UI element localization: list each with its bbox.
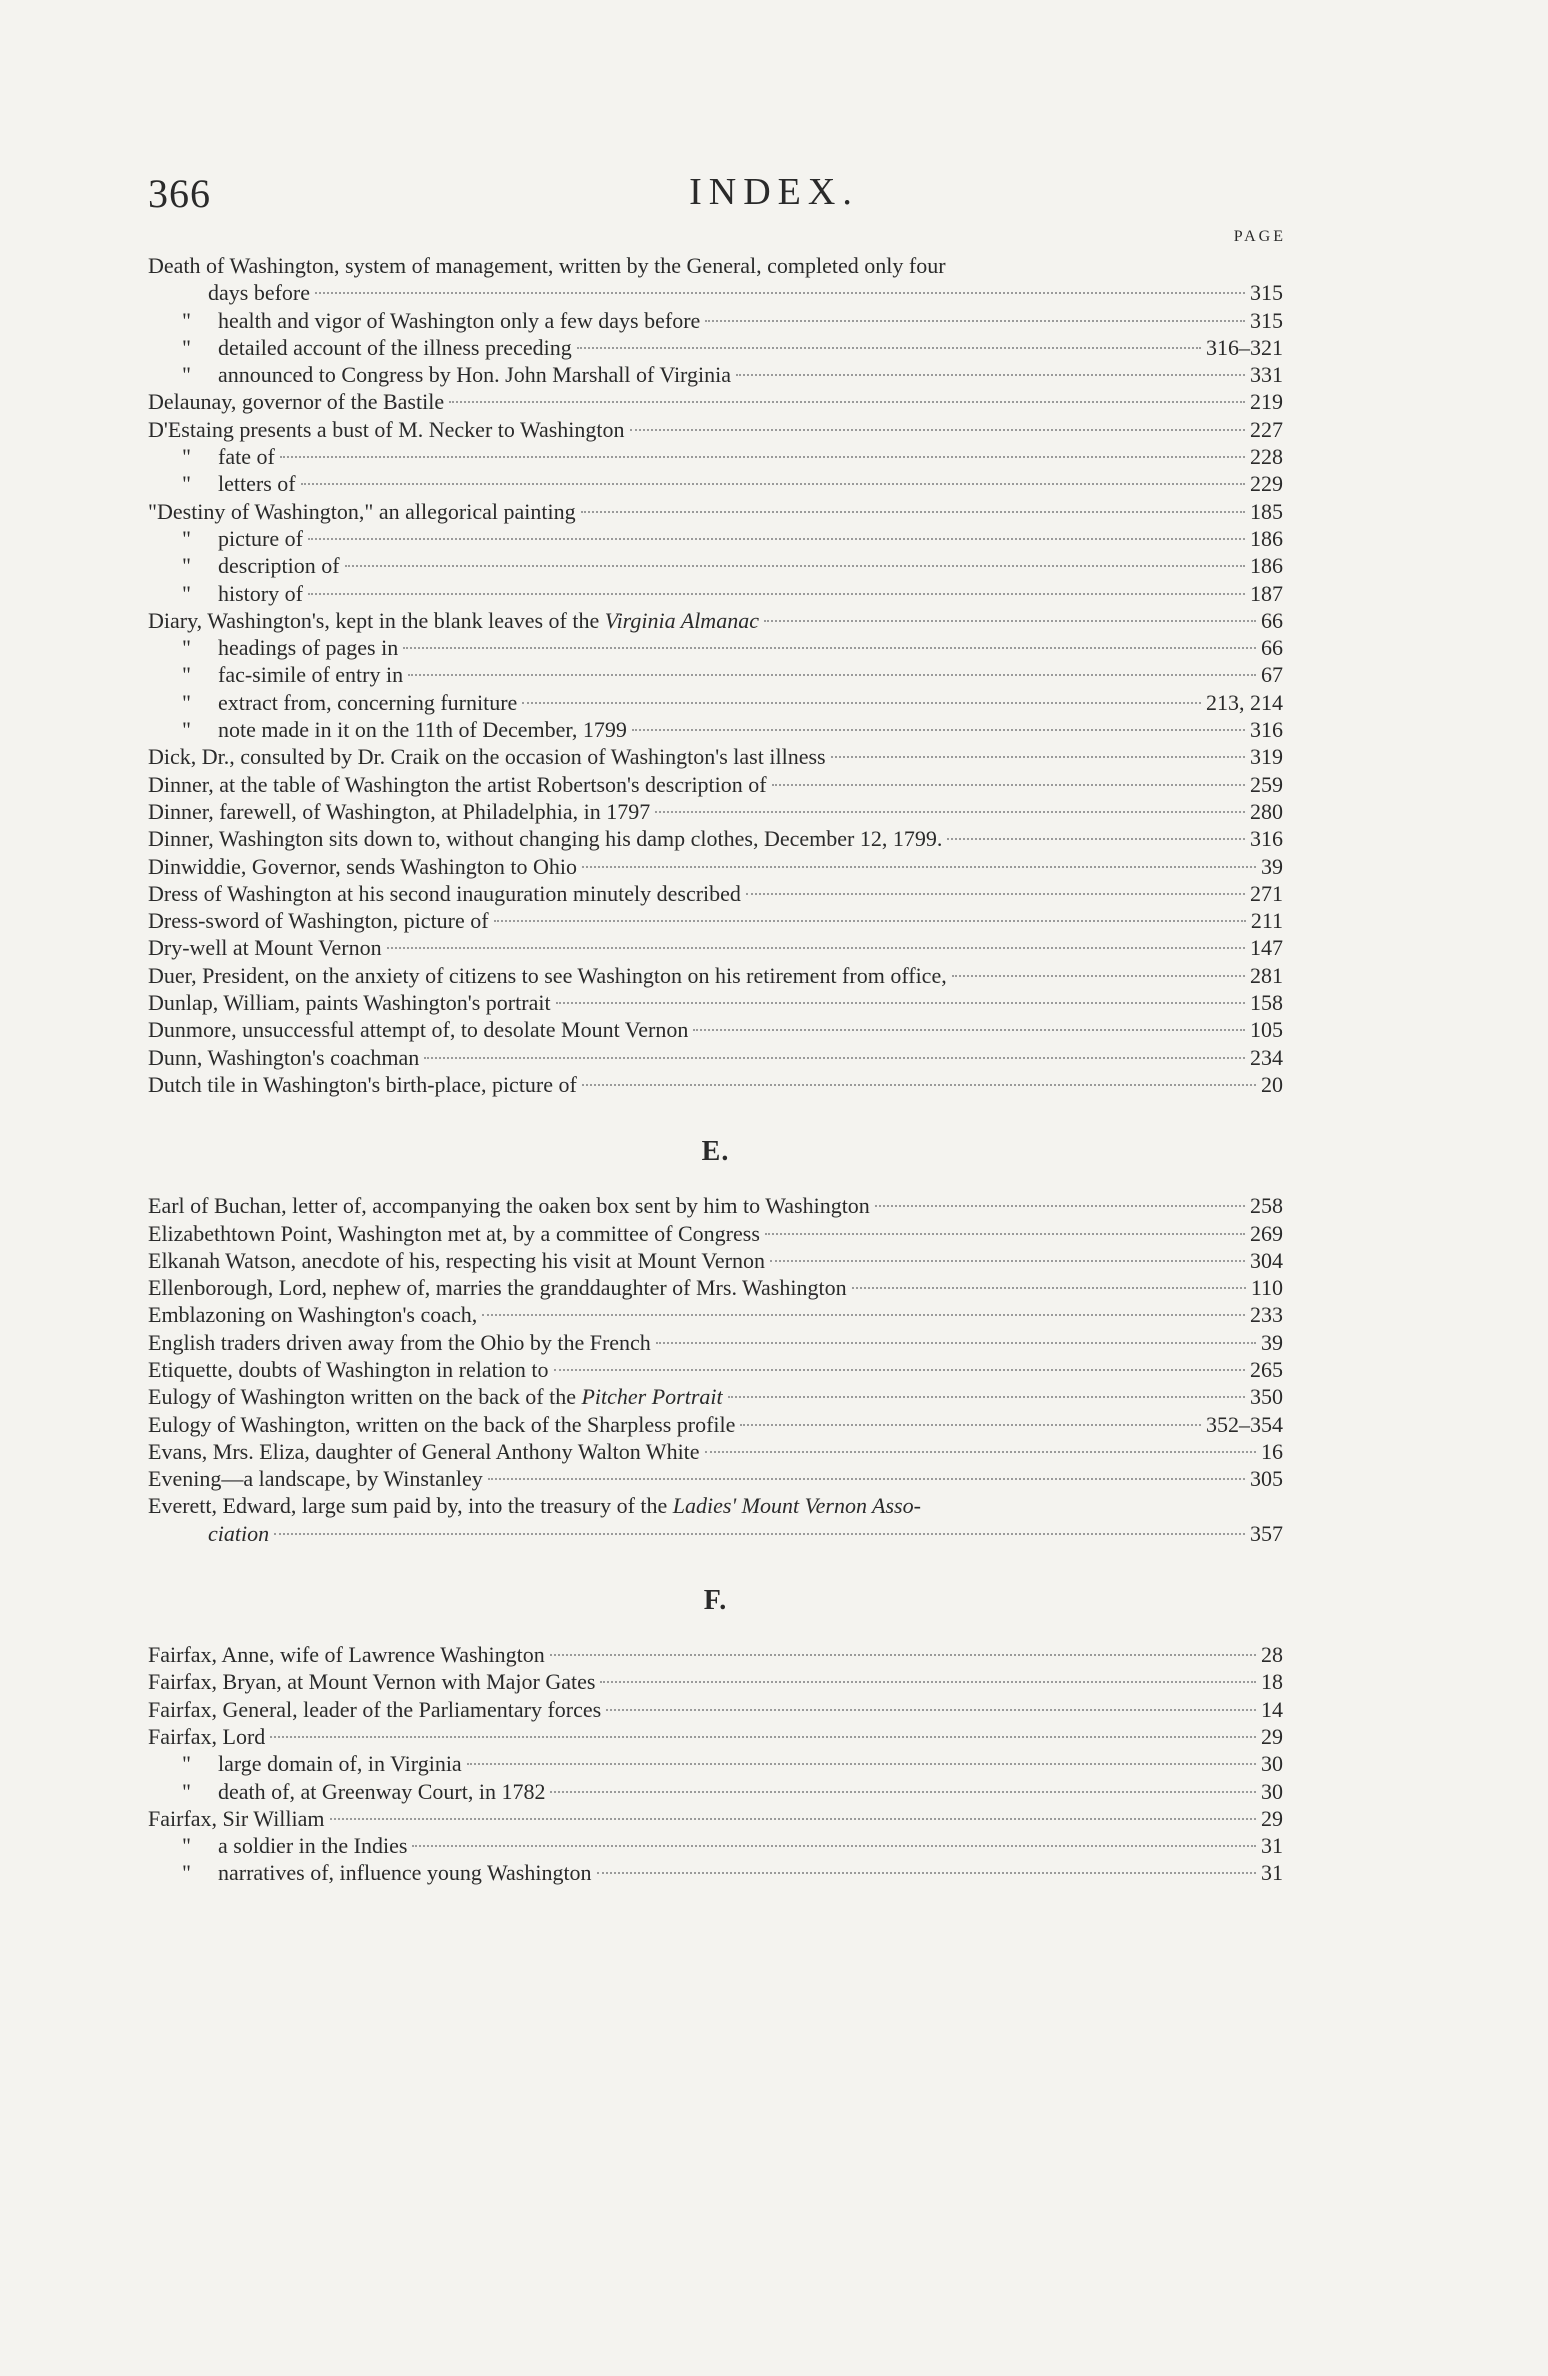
entry-topic: Fairfax, Bryan, at Mount Vernon with Major Gates [148, 1669, 596, 1695]
entry-topic: Dress-sword of Washington, picture of [148, 908, 489, 934]
dot-leader [764, 620, 1256, 622]
entry-topic: Dutch tile in Washington's birth-place, picture of [148, 1071, 577, 1097]
section-heading-f: F. [703, 1585, 728, 1617]
index-entry [148, 416, 1283, 443]
entry-topic: Dunlap, William, paints Washington's portrait [148, 990, 551, 1016]
dot-leader [577, 347, 1201, 349]
entry-topic: Dick, Dr., consulted by Dr. Craik on the occasion of Washington's last illness [148, 744, 826, 770]
dot-leader [655, 811, 1245, 813]
entry-text [182, 307, 700, 334]
entry-text [148, 989, 551, 1016]
entry-topic: picture of [218, 525, 303, 551]
ditto-mark: " [182, 1860, 191, 1886]
index-entry [148, 962, 1283, 989]
entry-text [148, 1192, 870, 1219]
entry-text [148, 498, 576, 525]
ditto-mark: " [182, 1833, 191, 1859]
entry-text [148, 1411, 735, 1438]
entry-text [148, 825, 942, 852]
index-entry [148, 1723, 1283, 1750]
page-reference: 31 [1261, 1860, 1283, 1886]
entry-text [182, 1750, 462, 1777]
ditto-mark: " [182, 334, 191, 360]
page-reference: 186 [1250, 553, 1283, 579]
dot-leader [403, 647, 1256, 649]
dot-leader [408, 674, 1256, 676]
entry-topic: Dunn, Washington's coachman [148, 1044, 420, 1070]
running-title: INDEX. [689, 171, 859, 213]
entry-text [148, 880, 741, 907]
entry-topic: English traders driven away from the Ohio by the French [148, 1329, 651, 1355]
page-reference: 258 [1250, 1193, 1283, 1219]
entry-topic: Fairfax, Lord [148, 1723, 266, 1749]
entry-text [148, 253, 946, 278]
dot-leader [308, 538, 1245, 540]
index-entry [148, 388, 1283, 415]
dot-leader [330, 1818, 1256, 1820]
entry-text [148, 1668, 595, 1695]
index-entry [148, 1329, 1283, 1356]
entry-topic: Emblazoning on Washington's coach, [148, 1302, 478, 1328]
entry-text [148, 853, 577, 880]
page-reference: 319 [1250, 744, 1283, 770]
index-entry [148, 279, 1283, 306]
dot-leader [746, 893, 1245, 895]
page-reference: 271 [1250, 880, 1283, 906]
index-entry [148, 1274, 1283, 1301]
entry-text [148, 1723, 265, 1750]
entry-text [208, 279, 310, 306]
entry-topic: Ellenborough, Lord, nephew of, marries the granddaughter of Mrs. Washington [148, 1275, 847, 1301]
entry-topic: D'Estaing presents a bust of M. Necker to Washington [148, 416, 625, 442]
index-entry [148, 661, 1283, 688]
entry-text [148, 1356, 549, 1383]
index-body [148, 252, 1283, 1887]
page-reference: 229 [1250, 471, 1283, 497]
entry-topic: Eulogy of Washington, written on the back of the Sharpless profile [148, 1411, 736, 1437]
ditto-mark: " [182, 635, 191, 661]
entry-text [182, 525, 303, 552]
entry-topic: announced to Congress by Hon. John Marshall of Virginia [218, 362, 731, 388]
dot-leader [387, 947, 1245, 949]
entry-italic-title: Pitcher Portrait [581, 1384, 723, 1410]
dot-leader [831, 756, 1245, 758]
entry-topic: Dunmore, unsuccessful attempt of, to desolate Mount Vernon [148, 1017, 689, 1043]
ditto-mark: " [182, 471, 191, 497]
index-entry [148, 1668, 1283, 1695]
index-entry [148, 1520, 1283, 1547]
entry-text [148, 798, 650, 825]
index-section-f [148, 1641, 1283, 1887]
dot-leader [494, 920, 1246, 922]
entry-text [182, 716, 627, 743]
dot-leader [875, 1205, 1245, 1207]
entry-topic: a soldier in the Indies [218, 1833, 408, 1859]
page-reference: 110 [1250, 1275, 1283, 1301]
entry-topic: Evans, Mrs. Eliza, daughter of General Anthony Walton White [148, 1438, 700, 1464]
page-reference: 357 [1250, 1520, 1283, 1546]
ditto-mark: " [182, 525, 191, 551]
index-entry [148, 1247, 1283, 1274]
index-entry [148, 771, 1283, 798]
page-reference: 352–354 [1206, 1411, 1283, 1437]
index-entry [148, 361, 1283, 388]
dot-leader [482, 1314, 1245, 1316]
dot-leader [315, 292, 1245, 294]
entry-topic: Duer, President, on the anxiety of citizens to see Washington on his retirement from office, [148, 962, 947, 988]
index-entry [148, 1778, 1283, 1805]
entry-topic: Dinwiddie, Governor, sends Washington to Ohio [148, 853, 577, 879]
entry-topic: Delaunay, governor of the Bastile [148, 389, 445, 415]
entry-text [182, 361, 731, 388]
dot-leader [412, 1845, 1256, 1847]
dot-leader [630, 429, 1245, 431]
entry-topic: Diary, Washington's, kept in the blank leaves of the [148, 607, 600, 633]
entry-topic: Eulogy of Washington written on the back of the [148, 1384, 576, 1410]
index-entry [148, 1465, 1283, 1492]
page-reference: 185 [1250, 498, 1283, 524]
page-reference: 30 [1261, 1751, 1283, 1777]
dot-leader [554, 1369, 1246, 1371]
index-entry [148, 252, 1283, 279]
page-reference: 66 [1261, 635, 1283, 661]
entry-topic: headings of pages in [218, 635, 399, 661]
page-reference: 213, 214 [1206, 689, 1283, 715]
entry-topic: Dress of Washington at his second inauguration minutely described [148, 880, 741, 906]
index-entry [148, 989, 1283, 1016]
index-entry [148, 934, 1283, 961]
entry-text [182, 1778, 545, 1805]
page-reference: 66 [1261, 607, 1283, 633]
entry-topic: health and vigor of Washington only a few days before [218, 307, 701, 333]
index-entry [148, 689, 1283, 716]
entry-topic: Fairfax, General, leader of the Parliamentary forces [148, 1696, 602, 1722]
index-entry [148, 1356, 1283, 1383]
entry-topic: Everett, Edward, large sum paid by, into the treasury of the [148, 1493, 668, 1519]
dot-leader [728, 1396, 1245, 1398]
entry-topic: letters of [218, 471, 296, 497]
entry-text [148, 416, 625, 443]
entry-text [182, 661, 403, 688]
entry-text [148, 1044, 419, 1071]
dot-leader [488, 1478, 1245, 1480]
page-reference: 187 [1250, 580, 1283, 606]
index-entry [148, 307, 1283, 334]
dot-leader [522, 702, 1201, 704]
page-reference: 20 [1261, 1071, 1283, 1097]
index-entry [148, 1220, 1283, 1247]
entry-topic: detailed account of the illness preceding [218, 334, 572, 360]
page-reference: 18 [1261, 1669, 1283, 1695]
index-entry [148, 1071, 1283, 1098]
dot-leader [581, 511, 1245, 513]
entry-text [208, 1520, 269, 1547]
page-reference: 269 [1250, 1220, 1283, 1246]
page-reference: 305 [1250, 1466, 1283, 1492]
dot-leader [550, 1791, 1256, 1793]
page-reference: 105 [1250, 1017, 1283, 1043]
ditto-mark: " [182, 662, 191, 688]
index-entry [148, 798, 1283, 825]
page-reference: 331 [1250, 362, 1283, 388]
entry-text [148, 1696, 601, 1723]
dot-leader [765, 1233, 1245, 1235]
index-entry [148, 1301, 1283, 1328]
entry-topic: Dinner, farewell, of Washington, at Philadelphia, in 1797 [148, 798, 651, 824]
page-reference: 186 [1250, 525, 1283, 551]
page-number: 366 [148, 171, 211, 216]
page-reference: 316 [1250, 826, 1283, 852]
index-entry [148, 1492, 1283, 1519]
dot-leader [301, 483, 1245, 485]
dot-leader [772, 784, 1245, 786]
index-entry [148, 634, 1283, 661]
ditto-mark: " [182, 717, 191, 743]
dot-leader [274, 1533, 1245, 1535]
entry-topic: fate of [218, 444, 275, 470]
page-reference: 315 [1250, 280, 1283, 306]
page-reference: 280 [1250, 798, 1283, 824]
entry-italic-title: Virginia Almanac [604, 607, 759, 633]
dot-leader [424, 1057, 1245, 1059]
page-reference: 228 [1250, 444, 1283, 470]
ditto-mark: " [182, 444, 191, 470]
entry-italic-title: Ladies' Mount Vernon Asso- [672, 1493, 921, 1519]
ditto-mark: " [182, 1751, 191, 1777]
dot-leader [345, 565, 1245, 567]
entry-text [182, 634, 398, 661]
page-reference: 316–321 [1206, 334, 1283, 360]
entry-topic: extract from, concerning furniture [218, 689, 518, 715]
entry-topic: Evening—a landscape, by Winstanley [148, 1466, 483, 1492]
dot-leader [740, 1424, 1201, 1426]
entry-topic: note made in it on the 11th of December, 1799 [218, 717, 627, 743]
page-reference: 67 [1261, 662, 1283, 688]
entry-topic: "Destiny of Washington," an allegorical painting [148, 498, 576, 524]
index-entry [148, 1016, 1283, 1043]
ditto-mark: " [182, 307, 191, 333]
page-reference: 233 [1250, 1302, 1283, 1328]
entry-text [182, 552, 340, 579]
dot-leader [582, 1084, 1256, 1086]
page-header [0, 170, 1548, 220]
index-entry [148, 607, 1283, 634]
index-entry [148, 1411, 1283, 1438]
index-entry [148, 1044, 1283, 1071]
index-section-e [148, 1192, 1283, 1547]
entry-text [148, 1016, 688, 1043]
page-reference: 39 [1261, 853, 1283, 879]
page-reference: 16 [1261, 1438, 1283, 1464]
dot-leader [632, 729, 1245, 731]
index-entry [148, 880, 1283, 907]
entry-topic: description of [218, 553, 340, 579]
entry-text [148, 1071, 577, 1098]
page-reference: 281 [1250, 962, 1283, 988]
index-entry [148, 334, 1283, 361]
dot-leader [556, 1002, 1245, 1004]
ditto-mark: " [182, 689, 191, 715]
entry-topic: Etiquette, doubts of Washington in relation to [148, 1356, 549, 1382]
index-entry [148, 1641, 1283, 1668]
page-reference: 259 [1250, 771, 1283, 797]
entry-text [148, 388, 444, 415]
entry-text [148, 1383, 723, 1410]
entry-text [148, 1465, 483, 1492]
index-entry [148, 1859, 1283, 1886]
page-reference: 227 [1250, 416, 1283, 442]
entry-text [148, 743, 826, 770]
dot-leader [606, 1709, 1256, 1711]
dot-leader [270, 1736, 1256, 1738]
entry-topic: Fairfax, Sir William [148, 1805, 325, 1831]
page-column-label: PAGE [1233, 228, 1286, 245]
entry-text [148, 1301, 477, 1328]
dot-leader [308, 593, 1245, 595]
dot-leader [852, 1287, 1246, 1289]
entry-topic: Dinner, Washington sits down to, without changing his damp clothes, December 12, 1799. [148, 826, 943, 852]
page-reference: 265 [1250, 1356, 1283, 1382]
index-entry [148, 1192, 1283, 1219]
ditto-mark: " [182, 362, 191, 388]
index-entry [148, 470, 1283, 497]
index-section-d [148, 252, 1283, 1098]
entry-topic: narratives of, influence young Washington [218, 1860, 592, 1886]
entry-text [182, 334, 572, 361]
entry-topic: death of, at Greenway Court, in 1782 [218, 1778, 546, 1804]
entry-text [148, 1641, 545, 1668]
entry-topic: history of [218, 580, 303, 606]
page-reference: 147 [1250, 935, 1283, 961]
page-reference: 28 [1261, 1642, 1283, 1668]
index-entry [148, 525, 1283, 552]
page-reference: 29 [1261, 1805, 1283, 1831]
entry-text [148, 771, 767, 798]
index-entry [148, 716, 1283, 743]
dot-leader [705, 1451, 1256, 1453]
dot-leader [952, 975, 1245, 977]
entry-text [182, 1832, 407, 1859]
dot-leader [656, 1342, 1256, 1344]
ditto-mark: " [182, 580, 191, 606]
index-entry [148, 1696, 1283, 1723]
index-entry [148, 1805, 1283, 1832]
entry-text [182, 443, 275, 470]
dot-leader [582, 866, 1256, 868]
entry-topic: fac-simile of entry in [218, 662, 404, 688]
entry-text [182, 580, 303, 607]
entry-text [148, 962, 947, 989]
entry-text [148, 1438, 700, 1465]
entry-text [148, 1805, 325, 1832]
page-reference: 30 [1261, 1778, 1283, 1804]
entry-topic: Earl of Buchan, letter of, accompanying the oaken box sent by him to Washington [148, 1193, 870, 1219]
entry-topic: Elizabethtown Point, Washington met at, by a committee of Congress [148, 1220, 760, 1246]
page-reference: 316 [1250, 717, 1283, 743]
entry-topic: Elkanah Watson, anecdote of his, respecting his visit at Mount Vernon [148, 1247, 765, 1273]
ditto-mark: " [182, 1778, 191, 1804]
entry-text [148, 1329, 651, 1356]
index-entry [148, 743, 1283, 770]
index-entry [148, 580, 1283, 607]
page-reference: 315 [1250, 307, 1283, 333]
dot-leader [449, 401, 1245, 403]
entry-text [148, 934, 382, 961]
index-entry [148, 1383, 1283, 1410]
entry-text [182, 1859, 592, 1886]
entry-text [148, 907, 489, 934]
dot-leader [770, 1260, 1245, 1262]
entry-italic-title: ciation [208, 1520, 270, 1546]
page-reference: 234 [1250, 1044, 1283, 1070]
entry-text [148, 1493, 921, 1518]
entry-text [148, 1247, 765, 1274]
page-reference: 39 [1261, 1329, 1283, 1355]
index-entry [148, 825, 1283, 852]
index-entry [148, 853, 1283, 880]
entry-topic: large domain of, in Virginia [218, 1751, 462, 1777]
entry-text [148, 1274, 847, 1301]
index-entry [148, 443, 1283, 470]
dot-leader [736, 374, 1245, 376]
entry-topic: Dry-well at Mount Vernon [148, 935, 382, 961]
page-reference: 31 [1261, 1833, 1283, 1859]
entry-text [182, 689, 517, 716]
index-entry [148, 552, 1283, 579]
page-reference: 29 [1261, 1723, 1283, 1749]
entry-text [182, 470, 296, 497]
dot-leader [693, 1029, 1245, 1031]
section-heading-e: E. [701, 1136, 730, 1168]
page-reference: 14 [1261, 1696, 1283, 1722]
index-entry [148, 498, 1283, 525]
index-entry [148, 1438, 1283, 1465]
dot-leader [597, 1872, 1256, 1874]
entry-topic: Dinner, at the table of Washington the artist Robertson's description of [148, 771, 767, 797]
entry-text [148, 1220, 760, 1247]
dot-leader [600, 1681, 1256, 1683]
page-reference: 304 [1250, 1247, 1283, 1273]
entry-topic: Death of Washington, system of management, written by the General, completed only four [148, 253, 946, 278]
page-reference: 350 [1250, 1384, 1283, 1410]
dot-leader [947, 838, 1245, 840]
index-entry [148, 1750, 1283, 1777]
dot-leader [467, 1763, 1256, 1765]
ditto-mark: " [182, 553, 191, 579]
dot-leader [280, 456, 1245, 458]
page-reference: 219 [1250, 389, 1283, 415]
dot-leader [705, 320, 1245, 322]
index-entry [148, 907, 1283, 934]
entry-topic: days before [208, 280, 311, 306]
dot-leader [550, 1654, 1256, 1656]
page-reference: 211 [1250, 908, 1283, 934]
page-reference: 158 [1250, 990, 1283, 1016]
entry-text [148, 607, 759, 634]
entry-topic: Fairfax, Anne, wife of Lawrence Washington [148, 1642, 545, 1668]
index-entry [148, 1832, 1283, 1859]
